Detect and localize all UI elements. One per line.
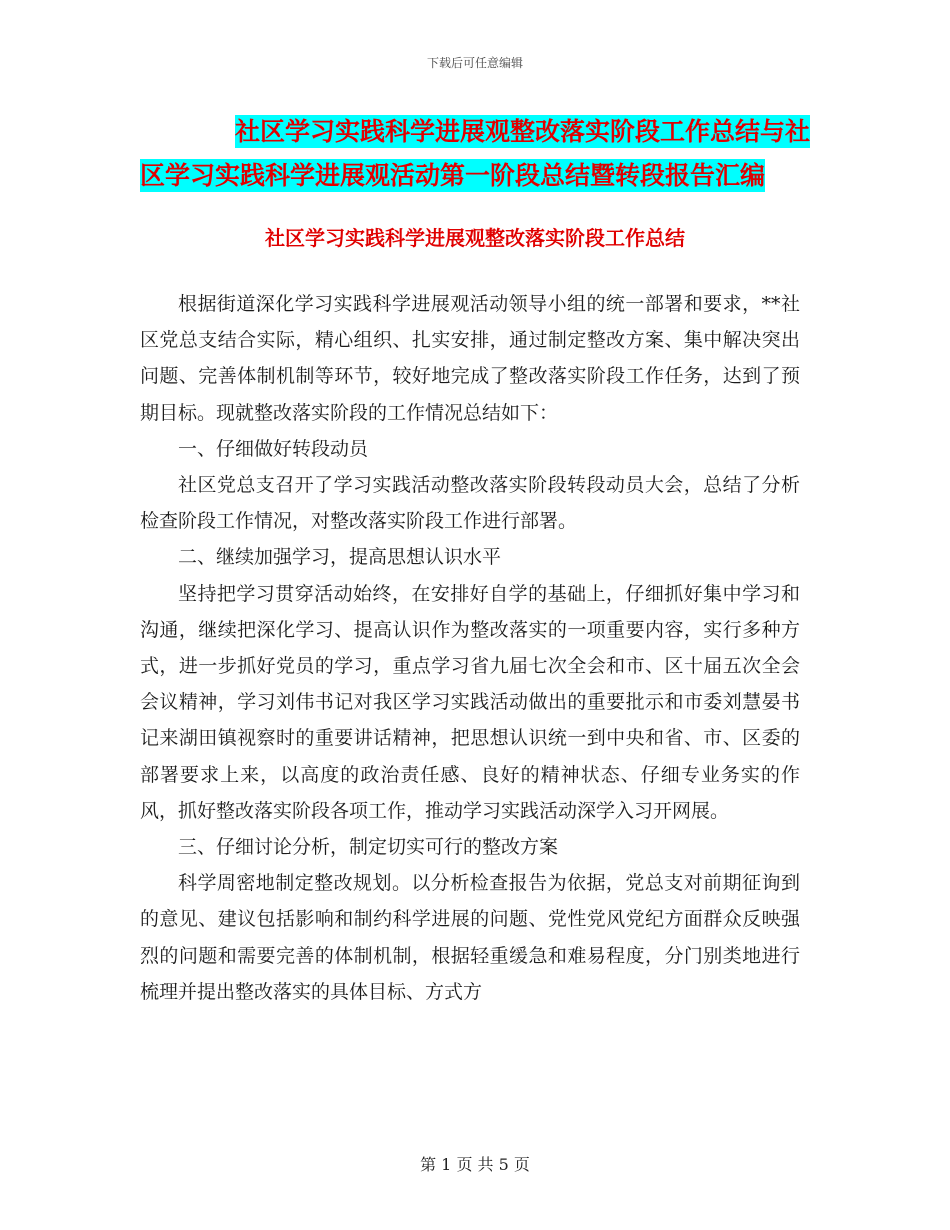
section-heading-2: 二、继续加强学习，提高思想认识水平 (178, 546, 502, 569)
page-footer: 第 1 页 共 5 页 (420, 1155, 530, 1174)
sub-title: 社区学习实践科学进展观整改落实阶段工作总结 (265, 226, 685, 250)
main-title-line-2 (140, 154, 810, 198)
header-note: 下载后可任意编辑 (426, 56, 523, 70)
main-title-line-2-text: 区学习实践科学进展观活动第一阶段总结暨转段报告汇编 (140, 161, 766, 190)
paragraph-section-1: 社区党总支召开了学习实践活动整改落实阶段转段动员大会，总结了分析检查阶段工作情况，对整改落实阶段工作进行部署。 (140, 474, 800, 533)
body-text (140, 286, 800, 1010)
paragraph-section-3: 科学周密地制定整改规划。以分析检查报告为依据，党总支对前期征询到的意见、建议包括影响和制约科学进展的问题、党性党风党纪方面群众反映强烈的问题和需要完善的体制机制，根据轻重缓急和难易程度，分门别类地进行梳理并提出整改落实的具体目标、方式方 (140, 872, 800, 1003)
section-heading-1: 一、仔细做好转段动员 (178, 437, 369, 460)
paragraph-section-2: 坚持把学习贯穿活动始终，在安排好自学的基础上，仔细抓好集中学习和沟通，继续把深化学习、提高认识作为整改落实的一项重要内容，实行多种方式，进一步抓好党员的学习，重点学习省九届七次全会和市、区十届五次全会会议精神，学习刘伟书记对我区学习实践活动做出的重要批示和市委刘慧晏书记来湖田镇视察时的重要讲话精神，把思想认识统一到中央和省、市、区委的部署要求上来，以高度的政治责任感、良好的精神状态、仔细专业务实的作风，抓好整改落实阶段各项工作，推动学习实践活动深学入习开网展。 (140, 582, 800, 822)
main-title-line-1-text: 社区学习实践科学进展观整改落实阶段工作总结与社 (234, 117, 810, 146)
main-title (140, 110, 810, 198)
main-title-line-1 (140, 110, 810, 154)
section-heading-3: 三、仔细讨论分析，制定切实可行的整改方案 (178, 836, 559, 859)
paragraph-intro: 根据街道深化学习实践科学进展观活动领导小组的统一部署和要求，**社区党总支结合实际，精心组织、扎实安排，通过制定整改方案、集中解决突出问题、完善体制机制等环节，较好地完成了整改落实阶段工作任务，达到了预期目标。现就整改落实阶段的工作情况总结如下： (140, 293, 800, 424)
